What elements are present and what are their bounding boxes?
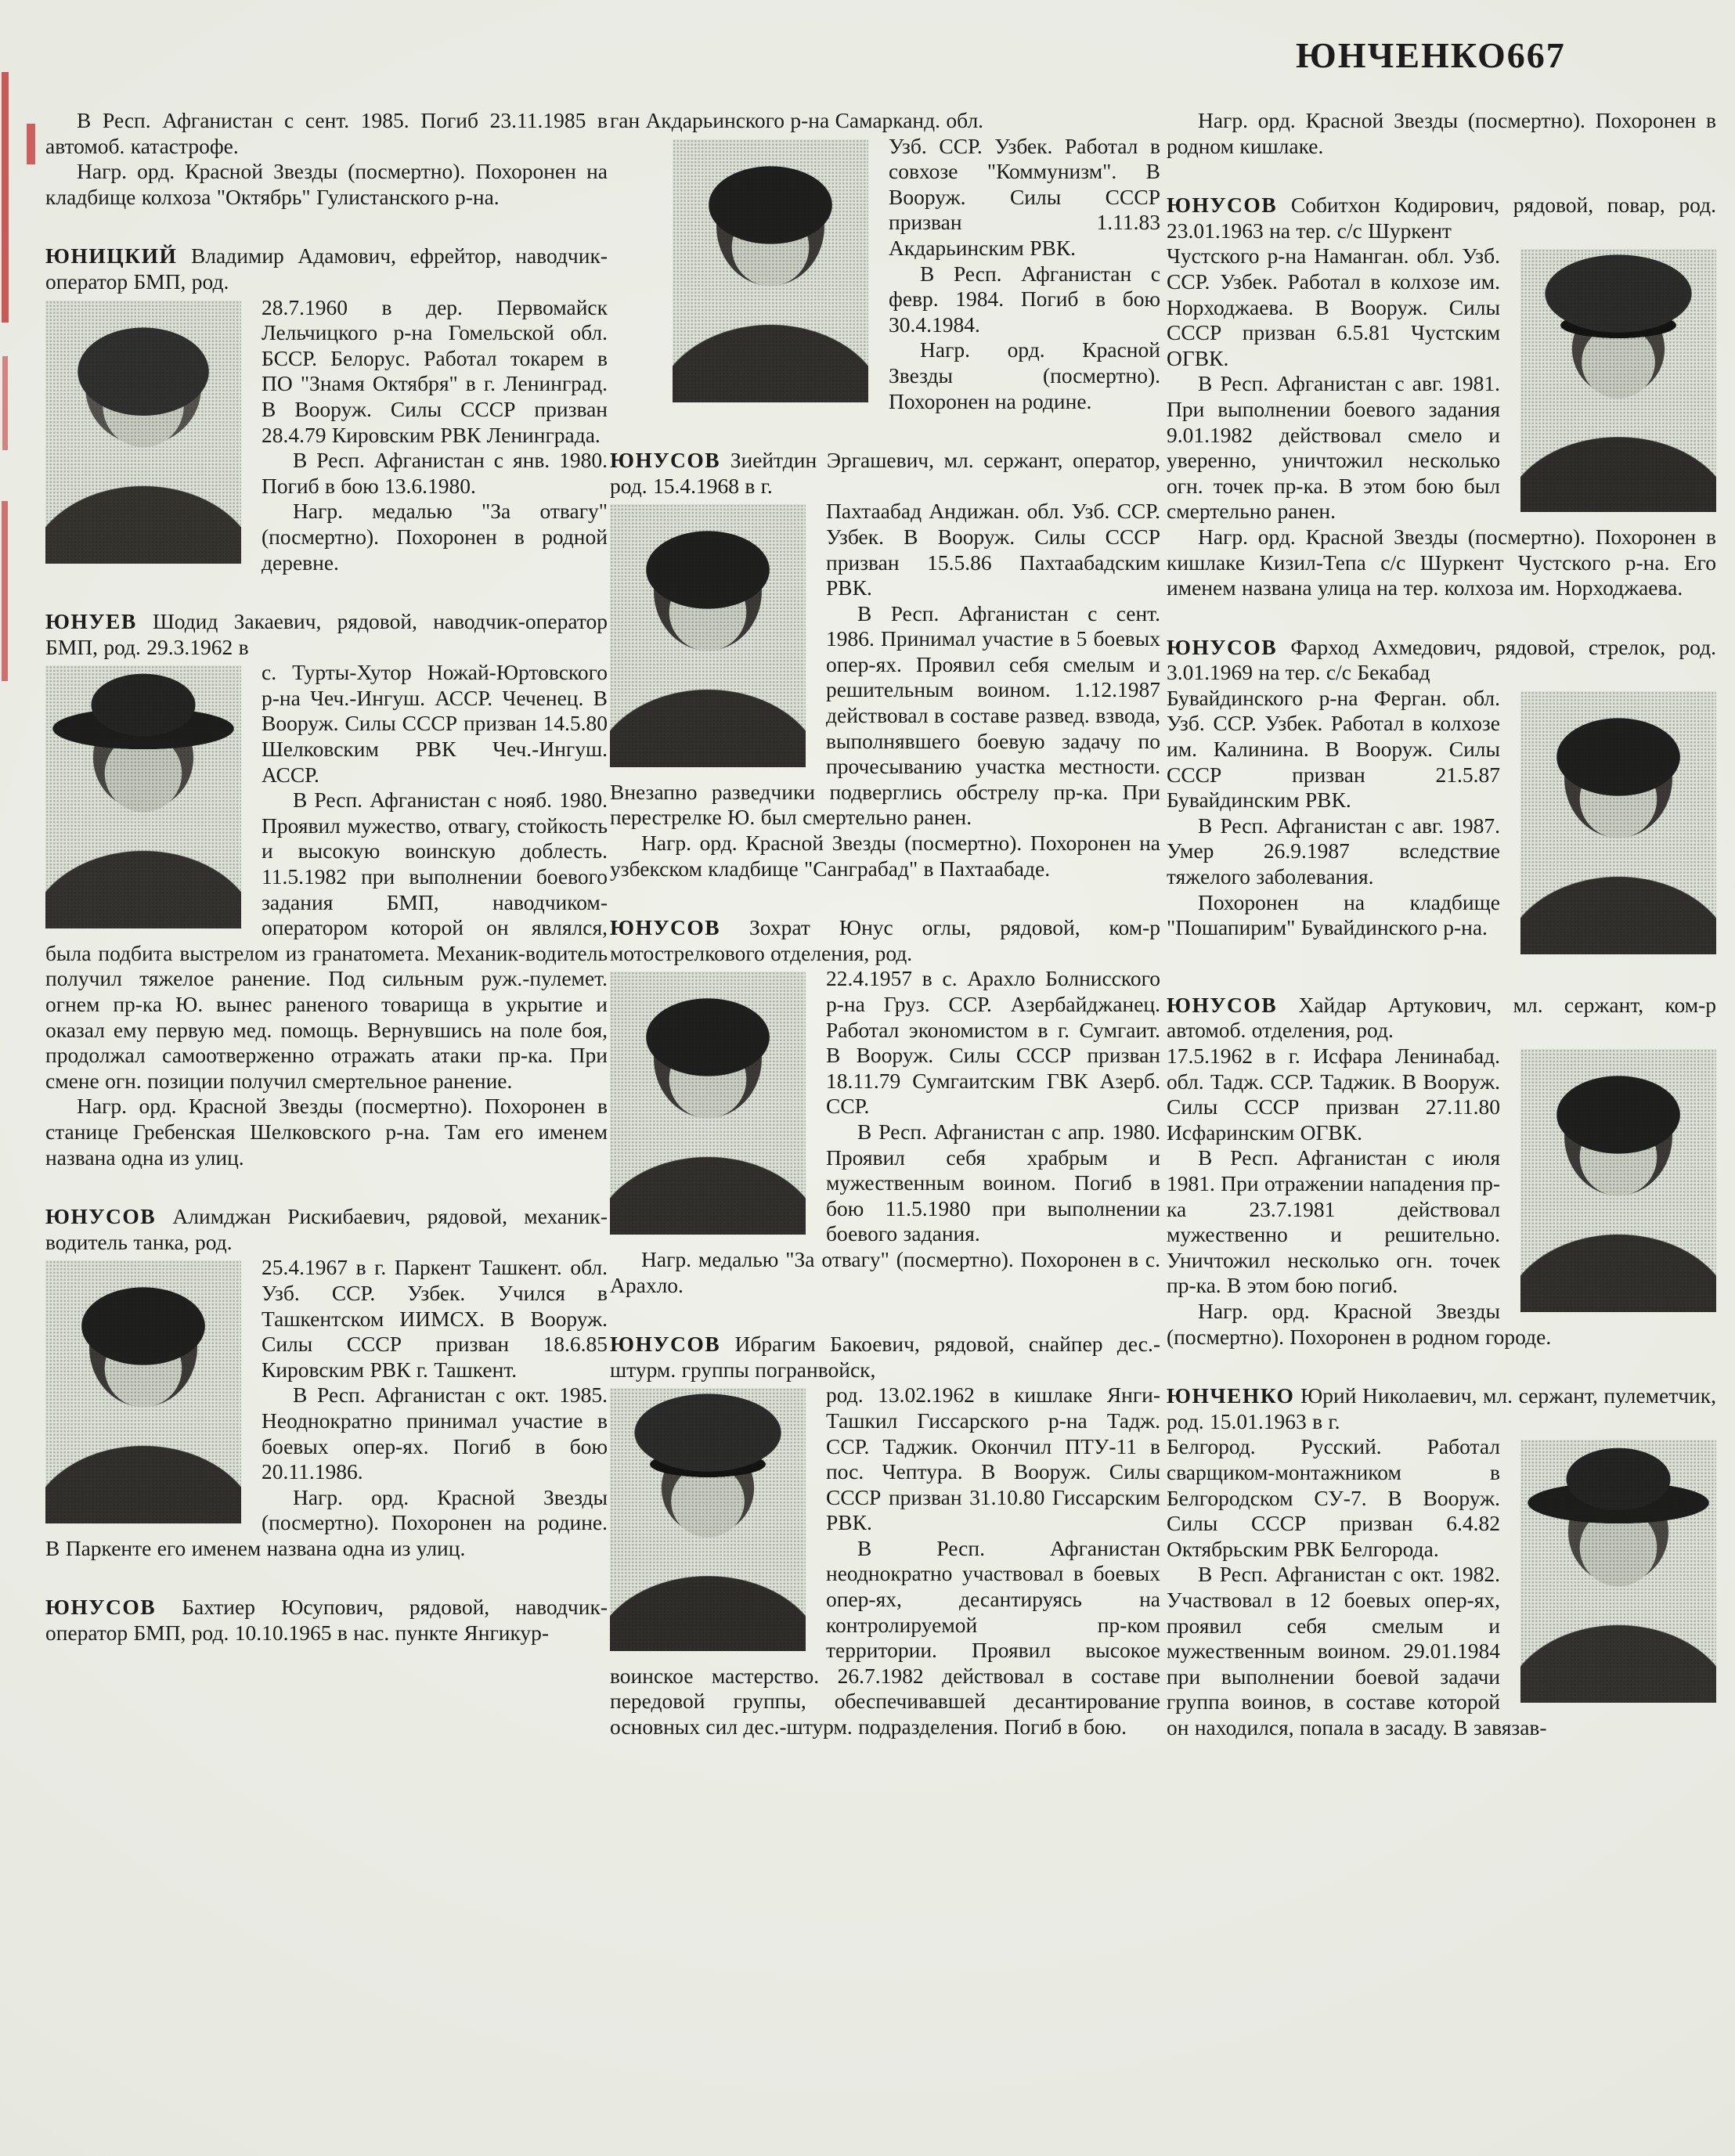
portrait-photo (1520, 691, 1716, 954)
entry-biography: Пахтаабад Андижан. обл. Узб. ССР. Узбек. В Вооруж. Силы СССР призван 15.5.86 Пахтаабадским РВК. (826, 499, 1160, 600)
page-header (1167, 34, 1566, 76)
entry-surname: ЮНИЦКИЙ (45, 243, 178, 269)
entry-surname: ЮНЧЕНКО (1167, 1383, 1295, 1408)
entry-yunusov-khaydar (1167, 993, 1716, 1350)
entry-yunusov-bakhtier (45, 1595, 608, 1646)
portrait-photo (45, 665, 241, 928)
entry-paragraph: В Респ. Афганистан с июля 1981. При отражении нападения пр-ка 23.7.1981 действовал мужественно и решительно. Уничтожил несколько огн. точек пр-ка. В этом бою погиб. (1167, 1145, 1500, 1298)
entry-surname: ЮНУСОВ (45, 1204, 157, 1229)
entry-biography: 22.4.1957 в с. Арахло Болнисского р-на Груз. ССР. Азербайджанец. Работал экономистом в г. Сумгаит. В Вооруж. Силы СССР призван 18.11.79 Сумгаитским ГВК Азерб. ССР. (826, 966, 1160, 1119)
entry-paragraph: Нагр. орд. Красной Звезды (посмертно). Похоронен в кишлаке Кизил-Тепа с/с Шуркент Чустского р-на. Его именем названа улица на тер. колхоза им. Норходжаева. (1167, 524, 1716, 600)
entry-yunusov-ibragim (610, 1332, 1160, 1740)
entry-biography: с. Турты-Хутор Ножай-Юртовского р-на Чеч.-Ингуш. АССР. Чеченец. В Вооруж. Силы СССР призван 14.5.80 Шелковским РВК Чеч.-Ингуш. АССР. (262, 660, 608, 787)
entry-heading: ЮНУСОВ Зиейтдин Эргашевич, мл. сержант, оператор, род. 15.4.1968 в г. (610, 448, 1160, 498)
entry-paragraph: В Респ. Афганистан с окт. 1985. Неоднократно принимал участие в боевых опер-ях. Погиб в бою 20.11.1986. (262, 1383, 608, 1484)
entry-surname: ЮНУСОВ (1167, 992, 1278, 1017)
entry-yunusov-zokhrat (610, 915, 1160, 1298)
entry-surname: ЮНУСОВ (610, 915, 721, 940)
entry-biography: Бувайдинского р-на Ферган. обл. Узб. ССР. Узбек. Работал в колхозе им. Калинина. В Вооруж. Силы СССР призван 21.5.87 Бувайдинским РВК. (1167, 685, 1500, 813)
entry-yunusov-sobitkhon (1167, 193, 1716, 601)
paragraph: В Респ. Афганистан с сент. 1985. Погиб 23.11.1985 в автомоб. катастрофе. (45, 108, 608, 158)
entry-yunusov-alimjan (45, 1204, 608, 1561)
entry-surname: ЮНУСОВ (1167, 634, 1278, 659)
entry-yunitsky (45, 243, 608, 575)
entry-biography: род. 13.02.1962 в кишлаке Янги-Ташкил Гиссарского р-на Тадж. ССР. Таджик. Окончил ПТУ-11 в пос. Чептура. В Вооруж. Силы СССР призван 31.10.80 Гиссарским РВК. (826, 1383, 1160, 1535)
entry-biography: Чустского р-на Наманган. обл. Узб. ССР. Узбек. Работал в колхозе им. Норходжаева. В Вооруж. Силы СССР призван 6.5.81 Чустским ОГВК. (1167, 243, 1500, 370)
entry-paragraph: Похоронен на кладбище "Пошапирим" Бувайдинского р-на. (1167, 889, 1500, 940)
section-title: ЮНЧЕНКО (1296, 35, 1507, 75)
entry-paragraph: В Респ. Афганистан неоднократно участвовал в боевых опер-ях, десантируясь на контролируемой пр-ком территории. Проявил высокое воинское мастерство. 26.7.1982 действовал в составе передовой группы, обеспечивавшей десантирование основных сил дес.-штурм. подразделения. Погиб в бою. (610, 1535, 1160, 1740)
entry-paragraph: В Респ. Афганистан с янв. 1980. Погиб в бою 13.6.1980. (262, 448, 608, 498)
entry-continuation-akdarinsky (610, 108, 1160, 414)
entry-biography: 25.4.1967 в г. Паркент Ташкент. обл. Узб. ССР. Узбек. Учился в Ташкентском ИИМСХ. В Вооруж. Силы СССР призван 18.6.85 Кировским РВК г. Ташкент. (262, 1255, 608, 1382)
entry-paragraph: В Респ. Афганистан с авг. 1981. При выполнении боевого задания 9.01.1982 действовал смело и уверенно, уничтожил несколько огн. точек пр-ка. В этом бою был смертельно ранен. (1167, 371, 1500, 524)
column-left (45, 108, 608, 1646)
portrait-photo (45, 301, 241, 564)
portrait-photo (45, 1260, 241, 1523)
page-number: 667 (1506, 35, 1566, 75)
entry-surname: ЮНУЕВ (45, 609, 137, 634)
entry-heading: ЮНИЦКИЙ Владимир Адамович, ефрейтор, наводчик-оператор БМП, род. (45, 243, 608, 294)
portrait-photo (610, 972, 806, 1235)
paragraph: Нагр. орд. Красной Звезды (посмертно). Похоронен на кладбище колхоза "Октябрь" Гулистанского р-на. (45, 159, 608, 209)
entry-paragraph: Нагр. медалью "За отвагу" (посмертно). Похоронен в родной деревне. (262, 499, 608, 575)
entry-paragraph: В Респ. Афганистан с нояб. 1980. Проявил мужество, отвагу, стойкость и высокую воинскую доблесть. 11.5.1982 при выполнении боевого задания БМП, наводчиком-оператором которой он являлся, была подбита выстрелом из гранатомета. Механик-водитель получил тяжелое ранение. Под сильным руж.-пулемет. огнем пр-ка Ю. вынес раненого товарища в укрытие и оказал ему первую мед. помощь. Вернувшись на поле боя, продолжал самоотверженно отражать атаки пр-ка. При смене огн. позиции получил смертельное ранение. (45, 788, 608, 1093)
entry-surname: ЮНУСОВ (610, 448, 721, 473)
entry-heading: ган Акдарьинского р-на Самарканд. обл. (610, 108, 984, 132)
entry-heading: ЮНУСОВ Ибрагим Бакоевич, рядовой, снайпер дес.-штурм. группы погранвойск, (610, 1332, 1160, 1382)
paragraph: Нагр. орд. Красной Звезды (посмертно). Похоронен в родном кишлаке. (1167, 108, 1716, 158)
entry-heading: ЮНУСОВ Зохрат Юнус оглы, рядовой, ком-р мотострелкового отделения, род. (610, 915, 1160, 965)
entry-paragraph: В Респ. Афганистан с окт. 1982. Участвовал в 12 боевых опер-ях, проявил себя смелым и мужественным воином. 29.01.1984 при выполнении боевой задачи группа воинов, в составе которой он находился, попала в засаду. В завязав- (1167, 1562, 1547, 1740)
entry-paragraph: Нагр. орд. Красной Звезды (посмертно). Похоронен в станице Гребенская Шелковского р-на. Там его именем названа одна из улиц. (45, 1094, 608, 1170)
entry-biography: 17.5.1962 в г. Исфара Ленинабад. обл. Тадж. ССР. Таджик. В Вооруж. Силы СССР призван 27.11.80 Исфаринским ОГВК. (1167, 1044, 1500, 1145)
entry-paragraph: В Респ. Афганистан с апр. 1980. Проявил себя храбрым и мужественным воином. Погиб в бою 11.5.1980 при выполнении боевого задания. (826, 1119, 1160, 1246)
entry-heading: ЮНУСОВ Бахтиер Юсупович, рядовой, наводчик-оператор БМП, род. 10.10.1965 в нас. пункте Янгикур- (45, 1595, 608, 1646)
entry-paragraph: Нагр. медалью "За отвагу" (посмертно). Похоронен в с. Арахло. (610, 1246, 1160, 1297)
red-ink-mark (2, 501, 8, 681)
portrait-photo (1520, 1440, 1716, 1703)
entry-yunusov-zieytdin (610, 448, 1160, 882)
entry-yunuev (45, 609, 608, 1170)
entry-biography: Узб. ССР. Узбек. Работал в совхозе "Коммунизм". В Вооруж. Силы СССР призван 1.11.83 Акдарьинским РВК. (889, 133, 1160, 260)
portrait-photo (1520, 1049, 1716, 1312)
red-ink-mark (2, 356, 8, 450)
entry-heading: ЮНУСОВ Алимджан Рискибаевич, рядовой, механик-водитель танка, род. (45, 1204, 608, 1254)
entry-surname: ЮНУСОВ (610, 1332, 721, 1357)
entry-paragraph: Нагр. орд. Красной Звезды (посмертно). Похоронен на родине. В Паркенте его именем названа одна из улиц. (45, 1484, 608, 1560)
entry-biography: 28.7.1960 в дер. Первомайск Лельчицкого р-на Гомельской обл. БССР. Белорус. Работал токарем в ПО "Знамя Октября" в г. Ленинград. В Вооруж. Силы СССР призван 28.4.79 Кировским РВК Ленинграда. (262, 294, 608, 447)
red-ink-mark (2, 72, 9, 323)
entry-paragraph: В Респ. Афганистан с сент. 1986. Принимал участие в 5 боевых опер-ях. Проявил себя смелым и решительным воином. 1.12.1987 действовал в составе развед. взвода, выполнявшего боевую задачу по прочесыванию участка местности. Внезапно разведчики подверглись обстрелу пр-ка. При перестрелке Ю. был смертельно ранен. (610, 600, 1160, 830)
portrait-photo (673, 139, 868, 402)
entry-paragraph: В Респ. Афганистан с авг. 1987. Умер 26.9.1987 вследствие тяжелого заболевания. (1167, 813, 1500, 889)
entry-biography: Белгород. Русский. Работал сварщиком-монтажником в Белгородском СУ-7. В Вооруж. Силы СССР призван 6.4.82 Октябрьским РВК Белгорода. (1167, 1434, 1500, 1561)
portrait-photo (610, 504, 806, 767)
entry-heading: ЮНУСОВ Собитхон Кодирович, рядовой, повар, род. 23.01.1963 на тер. с/с Шуркент (1167, 193, 1716, 243)
portrait-photo (1520, 249, 1716, 512)
entry-paragraph: Нагр. орд. Красной Звезды (посмертно). Похоронен в родном городе. (1167, 1299, 1552, 1349)
entry-paragraph: Нагр. орд. Красной Звезды (посмертно). Похоронен на узбекском кладбище "Санграбад" в Пахтаабаде. (610, 831, 1160, 881)
entry-paragraph: В Респ. Афганистан с февр. 1984. Погиб в бою 30.4.1984. (889, 261, 1160, 337)
entry-heading: ЮНУЕВ Шодид Закаевич, рядовой, наводчик-оператор БМП, род. 29.3.1962 в (45, 609, 608, 659)
entry-yunchenko (1167, 1383, 1716, 1740)
entry-yunusov-farkhod (1167, 635, 1716, 959)
entry-surname: ЮНУСОВ (45, 1595, 157, 1620)
entry-heading: ЮНУСОВ Фарход Ахмедович, рядовой, стрелок, род. 3.01.1969 на тер. с/с Бекабад (1167, 634, 1716, 685)
column-middle (610, 108, 1160, 1740)
entry-heading: ЮНУСОВ Хайдар Артукович, мл. сержант, ком-р автомоб. отделения, род. (1167, 992, 1716, 1043)
entry-paragraph: Нагр. орд. Красной Звезды (посмертно). Похоронен на родине. (889, 337, 1160, 413)
column-right (1167, 108, 1716, 1741)
entry-surname: ЮНУСОВ (1167, 193, 1278, 218)
entry-heading: ЮНЧЕНКО Юрий Николаевич, мл. сержант, пулеметчик, род. 15.01.1963 в г. (1167, 1383, 1716, 1433)
red-ink-mark (27, 124, 35, 164)
portrait-photo (610, 1388, 806, 1651)
